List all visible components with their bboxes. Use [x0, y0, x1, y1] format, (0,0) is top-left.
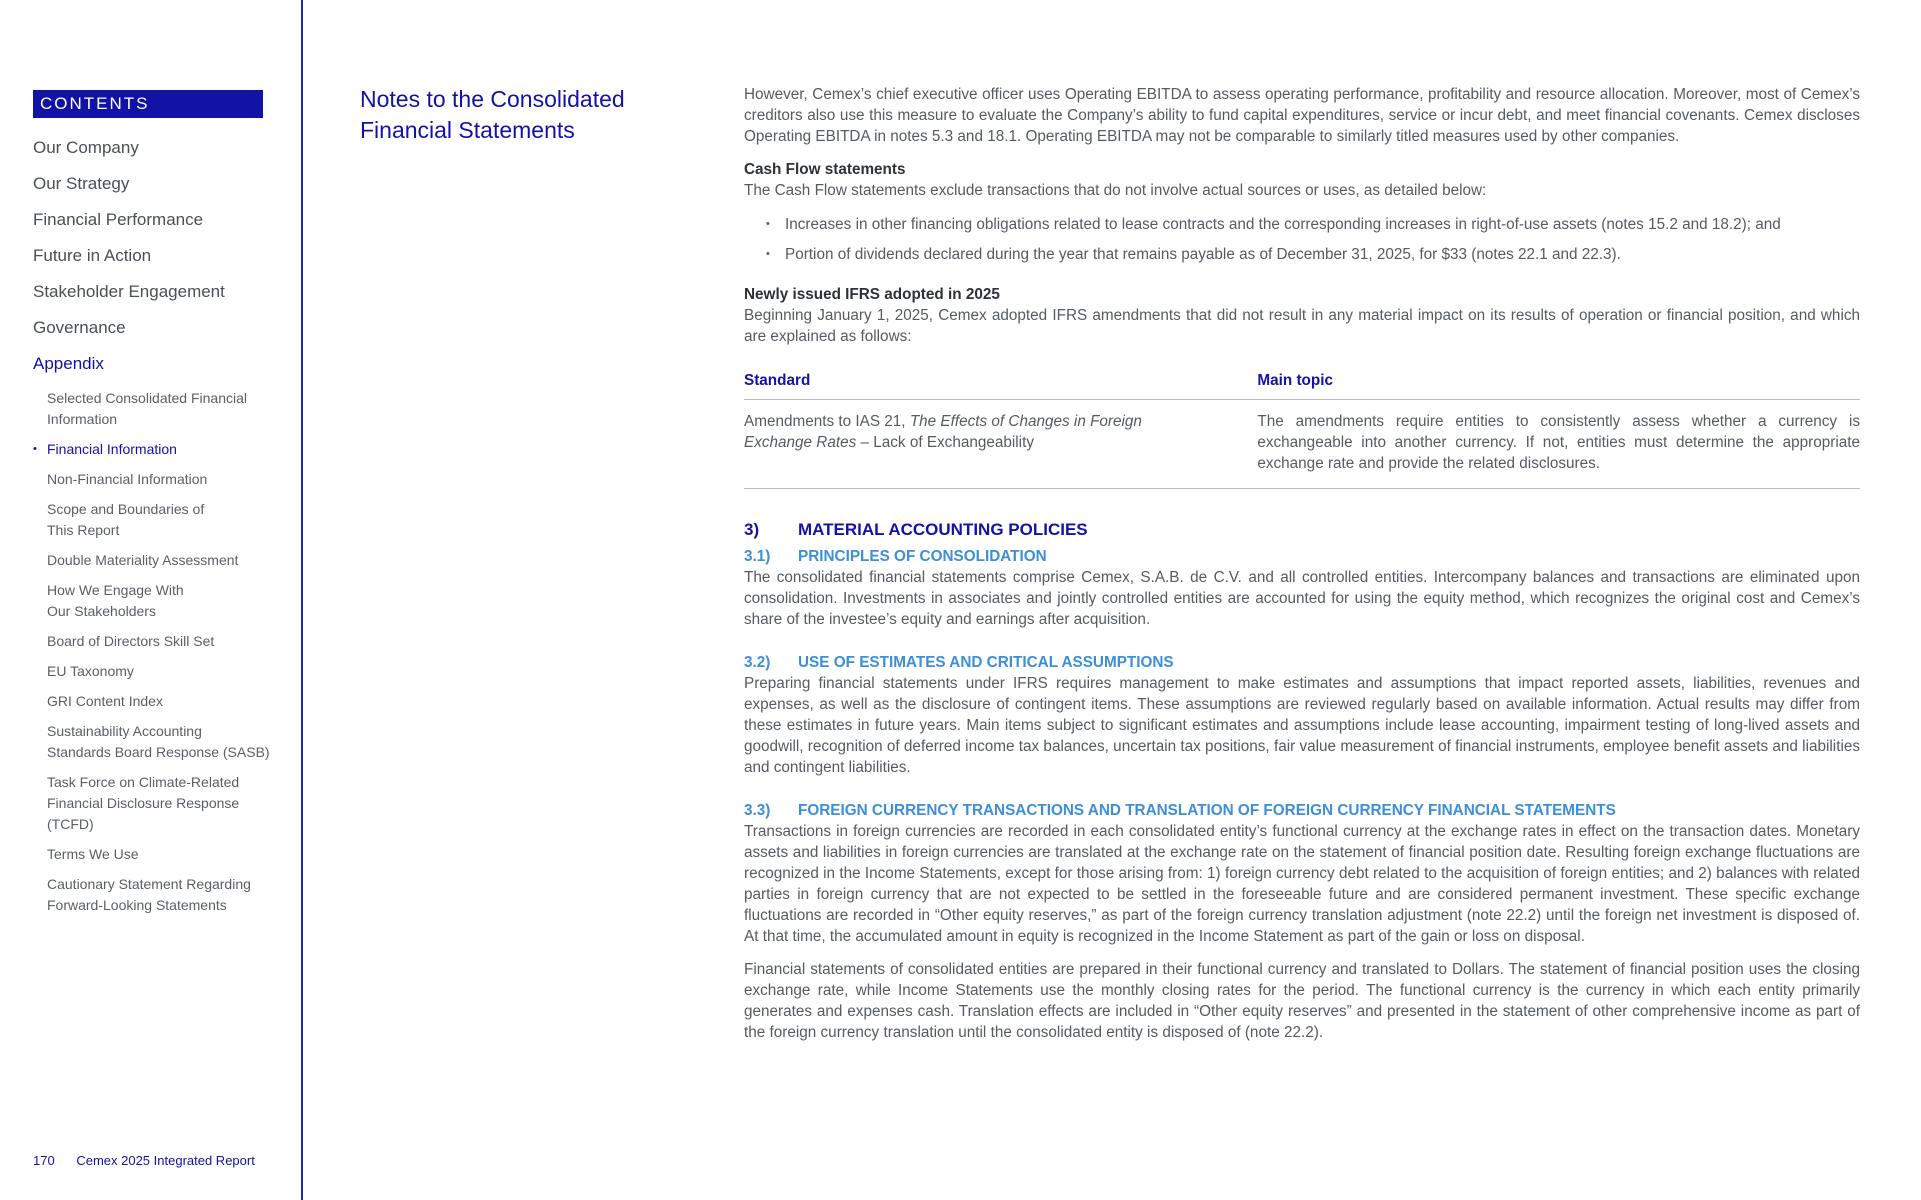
page-footer: [33, 1153, 255, 1168]
bullet-item: • Portion of dividends declared during the year that remains payable as of December 31, 2025, for $33 (notes 22.1 and 22.3).: [744, 244, 1860, 265]
subnav-how-we-engage[interactable]: How We Engage With Our Stakeholders: [47, 582, 184, 619]
nav-item-future-in-action[interactable]: Future in Action: [33, 246, 152, 265]
section-3-3-heading: 3.3) FOREIGN CURRENCY TRANSACTIONS AND TRANSLATION OF FOREIGN CURRENCY FINANCIAL STATEMENTS: [744, 802, 1616, 819]
cash-flow-text: The Cash Flow statements exclude transactions that do not involve actual sources or uses, as detailed below:: [744, 182, 1487, 199]
page-number: 170: [33, 1153, 55, 1168]
section-3-1-heading: 3.1) PRINCIPLES OF CONSOLIDATION: [744, 548, 1047, 565]
subnav-eu-taxonomy[interactable]: EU Taxonomy: [47, 663, 134, 679]
nav-item-financial-performance[interactable]: Financial Performance: [33, 210, 204, 229]
report-name: Cemex 2025 Integrated Report: [76, 1153, 255, 1168]
section-3-3-text-2: Financial statements of consolidated entities are prepared in their functional currency and translated to Dollars. The statement of financial position uses the closing exchange rate, while Income Statements use the monthly closing rates for the period. The functional currency is the currency in which each entity primarily generates and expenses cash. Translation effects are included in “Other equity reserves” and presented in the statement of other comprehensive income as part of the foreign currency translation until the consolidated entity is disposed of (note 22.2).: [744, 961, 1860, 1041]
section-3-3-text-1: Transactions in foreign currencies are recorded in each consolidated entity’s functional currency at the exchange rates in effect on the transaction dates. Monetary assets and liabilities in foreign currencies are translated at the exchange rate on the statement of financial position date. Resulting foreign exchange fluctuations are recognized in the Income Statements, except for those arising from: 1) foreign currency debt related to the acquisition of foreign entities; and 2) balances with related parties in foreign currency that are not expected to be settled in the foreseeable future and are considered permanent investment. These specific exchange fluctuations are recorded in “Other equity reserves,” as part of the foreign currency translation adjustment (note 22.2) until the foreign net investment is disposed of. At that time, the accumulated amount in equity is recognized in the Income Statement as part of the gain or loss on disposal.: [744, 823, 1860, 945]
section-3-2-text: Preparing financial statements under IFRS requires management to make estimates and assumptions that impact reported assets, liabilities, revenues and expenses, as well as the disclosure of contingent items. These assumptions are reviewed regularly based on available information. Actual results may differ from these estimates in future years. Main items subject to significant estimates and assumptions include lease accounting, impairment testing of long-lived assets and goodwill, recognition of deferred income tax balances, uncertain tax positions, fair value measurement of financial instruments, employee benefit assets and liabilities and contingent liabilities.: [744, 675, 1860, 776]
main-content: [744, 84, 1860, 1043]
section-3-2-heading: 3.2) USE OF ESTIMATES AND CRITICAL ASSUMPTIONS: [744, 654, 1174, 671]
appendix-subnav: [47, 388, 287, 925]
nav-item-our-company[interactable]: Our Company: [33, 138, 139, 157]
cash-flow-bullets: [744, 214, 1860, 265]
subnav-scope-boundaries[interactable]: Scope and Boundaries of This Report: [47, 501, 205, 538]
cell-main-topic: The amendments require entities to consistently assess whether a currency is exchangeable into another currency. If not, entities must determine the appropriate exchange rate and provide the related disclosures.: [1257, 400, 1860, 489]
section-3-heading: 3) MATERIAL ACCOUNTING POLICIES: [744, 520, 1088, 539]
nav-item-governance[interactable]: Governance: [33, 318, 126, 337]
ifrs-heading: Newly issued IFRS adopted in 2025: [744, 286, 1000, 303]
subnav-sasb[interactable]: Sustainability Accounting Standards Board Response (SASB): [47, 723, 270, 760]
contents-header[interactable]: CONTENTS: [33, 90, 263, 118]
section-title: Notes to the Consolidated Financial Statements: [360, 86, 625, 143]
subnav-selected-financial-info[interactable]: Selected Consolidated Financial Information: [47, 390, 248, 427]
nav-item-stakeholder-engagement[interactable]: Stakeholder Engagement: [33, 282, 225, 301]
intro-paragraph: However, Cemex’s chief executive officer uses Operating EBITDA to assess operating performance, profitability and resource allocation. Moreover, most of Cemex’s creditors also use this measure to evaluate the Company’s ability to fund capital expenditures, service or incur debt, and meet financial covenants. Cemex discloses Operating EBITDA in notes 5.3 and 18.1. Operating EBITDA may not be comparable to similarly titled measures used by other companies.: [744, 86, 1860, 145]
col-header-standard: Standard: [744, 365, 1257, 400]
col-header-main-topic: Main topic: [1257, 365, 1860, 400]
subnav-non-financial-information[interactable]: Non-Financial Information: [47, 471, 208, 487]
cell-standard: Amendments to IAS 21, The Effects of Changes in Foreign Exchange Rates – Lack of Exchangeability: [744, 400, 1257, 489]
ifrs-standards-table: [744, 365, 1860, 489]
nav-item-appendix[interactable]: Appendix: [33, 354, 104, 373]
subnav-double-materiality[interactable]: Double Materiality Assessment: [47, 552, 239, 568]
sidebar: [0, 0, 303, 1200]
section-3-1-text: The consolidated financial statements comprise Cemex, S.A.B. de C.V. and all controlled entities. Intercompany balances and transactions are eliminated upon consolidation. Investments in associates and jointly controlled entities are accounted for using the equity method, which recognizes the original cost and Cemex’s share of the investee’s equity and earnings after acquisition.: [744, 569, 1860, 628]
subnav-gri-index[interactable]: GRI Content Index: [47, 693, 163, 709]
subnav-cautionary-statement[interactable]: Cautionary Statement Regarding Forward-Looking Statements: [47, 876, 251, 913]
main-nav: [33, 138, 225, 390]
subnav-board-skill-set[interactable]: Board of Directors Skill Set: [47, 633, 215, 649]
nav-item-our-strategy[interactable]: Our Strategy: [33, 174, 130, 193]
bullet-item: • Increases in other financing obligations related to lease contracts and the corresponding increases in right-of-use assets (notes 15.2 and 18.2); and: [744, 214, 1860, 235]
subnav-financial-information[interactable]: • Financial Information: [47, 439, 287, 460]
subnav-terms-we-use[interactable]: Terms We Use: [47, 846, 139, 862]
cash-flow-heading: Cash Flow statements: [744, 161, 906, 178]
ifrs-text: Beginning January 1, 2025, Cemex adopted IFRS amendments that did not result in any material impact on its results of operation or financial position, and which are explained as follows:: [744, 307, 1860, 345]
table-row: [744, 400, 1860, 489]
subnav-tcfd[interactable]: Task Force on Climate-Related Financial Disclosure Response (TCFD): [47, 774, 240, 832]
